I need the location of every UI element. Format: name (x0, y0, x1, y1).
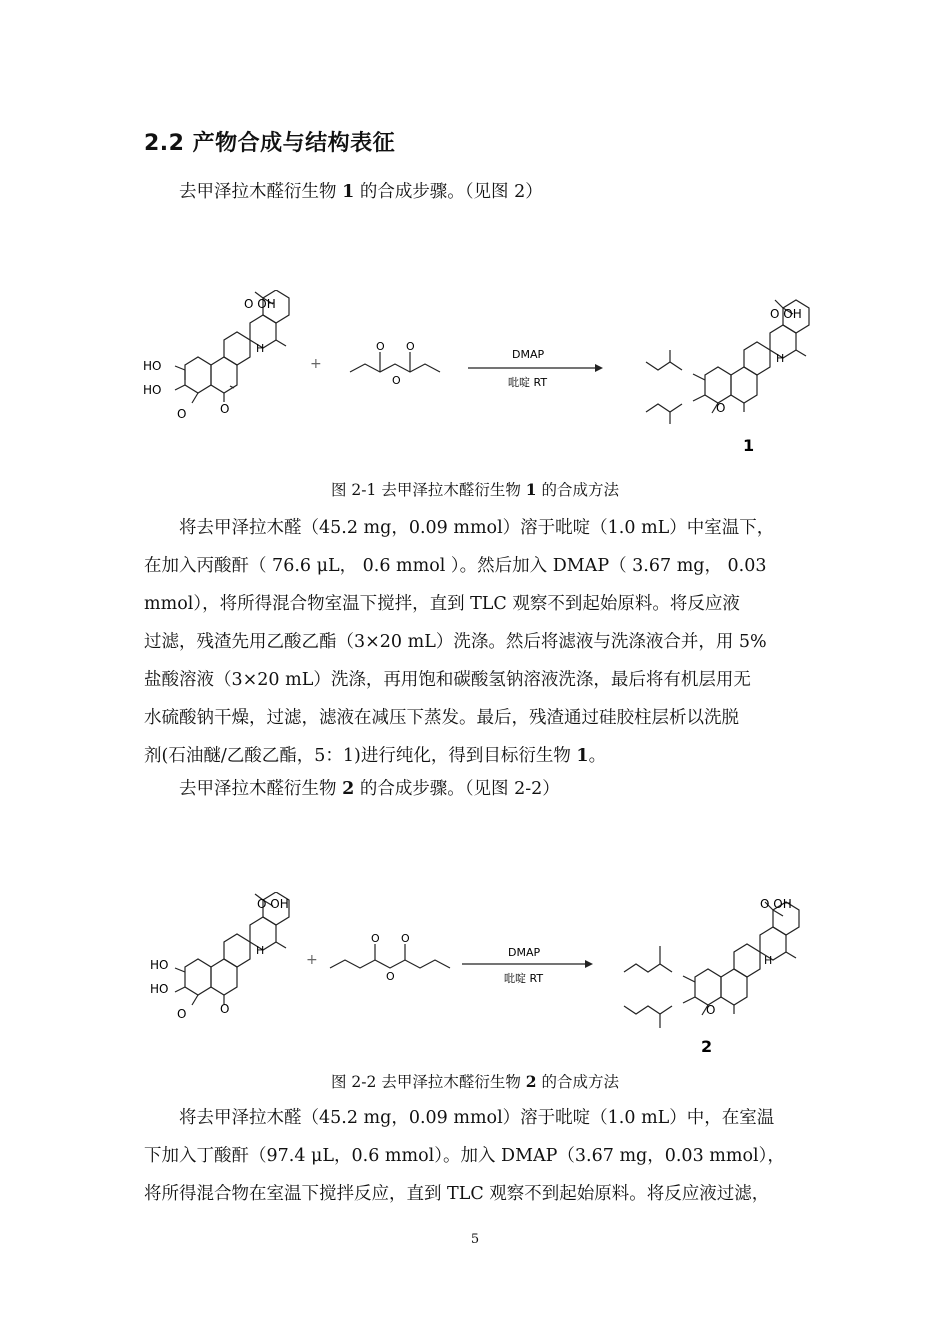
reagent-dmap: DMAP (512, 348, 545, 361)
caption1-text-end: 的合成方法 (536, 481, 619, 499)
para1-line-2: 在加入丙酸酐（ 76.6 μL， 0.6 mmol ）。然后加入 DMAP（ 3.67 mg， 0.03 (144, 556, 767, 576)
h-label: H (256, 342, 265, 355)
product-2-ketone-o: O (706, 1003, 716, 1017)
aldehyde-o-label-2: O (177, 1007, 187, 1021)
intro2-text: 去甲泽拉木醛衍生物 (179, 779, 343, 799)
product-2-h-label: H (764, 954, 773, 967)
product-2-cooh-label: O OH (760, 897, 792, 911)
anhydride-bridge-o: O (392, 374, 401, 387)
propionic-anhydride-structure (350, 352, 440, 372)
para1-line-4: 过滤，残渣先用乙酸乙酯（3×20 mL）洗涤。然后将滤液与洗涤液合并，用 5% (144, 632, 767, 652)
reagent-pyridine-rt: 吡啶 RT (508, 376, 548, 389)
anhydride2-o-1: O (371, 932, 380, 945)
caption2-text-end: 的合成方法 (536, 1073, 619, 1091)
intro1-text: 去甲泽拉木醛衍生物 (179, 182, 343, 202)
ketone-o-label-2: O (220, 1002, 230, 1016)
product-2-label: 2 (701, 1037, 713, 1056)
para2-line-2: 下加入丁酸酐（97.4 μL，0.6 mmol）。加入 DMAP（3.67 mg，0.03 mmol）， (144, 1146, 785, 1166)
product-1-label: 1 (743, 436, 755, 455)
section-heading: 2.2 产物合成与结构表征 (144, 131, 396, 156)
caption1-text: 图 2-1 去甲泽拉木醛衍生物 (331, 481, 526, 499)
anhydride-o-2: O (406, 340, 415, 353)
para1-line7-text: 剂(石油醚/乙酸乙酯，5：1)进行纯化，得到目标衍生物 (144, 746, 577, 766)
plus-sign-2: + (306, 952, 318, 968)
aldehyde-o-label: O (177, 407, 187, 421)
reaction-scheme-1-drawing (140, 290, 820, 460)
product-1-cooh-label: O OH (770, 307, 802, 321)
caption1-compound-number: 1 (525, 480, 537, 499)
carboxylic-acid-label: O OH (244, 297, 276, 311)
product-1-ketone-o: O (716, 401, 726, 415)
para1-line7-end: 。 (588, 746, 607, 766)
intro2-text-end: 的合成步骤。（见图 2-2） (354, 779, 560, 799)
ho-label-3: HO (150, 958, 169, 972)
h-label-2: H (256, 944, 265, 957)
product-1-h-label: H (776, 352, 785, 365)
para2-line-1: 将去甲泽拉木醛（45.2 mg，0.09 mmol）溶于吡啶（1.0 mL）中，在室温 (179, 1108, 775, 1128)
intro-paragraph-1 (179, 178, 543, 203)
anhydride2-o-2: O (401, 932, 410, 945)
para1-line-1: 将去甲泽拉木醛（45.2 mg，0.09 mmol）溶于吡啶（1.0 mL）中室温下， (179, 518, 775, 538)
figure-caption-1 (0, 478, 950, 500)
page-number: 5 (470, 1232, 480, 1247)
para1-line-7 (144, 742, 606, 767)
ketone-o-label: O (220, 402, 230, 416)
butyric-anhydride-structure (330, 944, 450, 968)
ho-label-1: HO (143, 359, 162, 373)
reaction-scheme-2 (140, 892, 820, 1062)
ho-label-4: HO (150, 982, 169, 996)
reagent-dmap-2: DMAP (508, 946, 541, 959)
plus-sign: + (310, 356, 322, 372)
para1-line-5: 盐酸溶液（3×20 mL）洗涤，再用饱和碳酸氢钠溶液洗涤，最后将有机层用无 (144, 670, 751, 690)
caption2-text: 图 2-2 去甲泽拉木醛衍生物 (331, 1073, 526, 1091)
carboxylic-acid-label-2: O OH (257, 897, 289, 911)
para1-line-6: 水硫酸钠干燥，过滤，滤液在减压下蒸发。最后，残渣通过硅胶柱层析以洗脱 (144, 708, 739, 728)
intro-paragraph-2 (179, 775, 560, 800)
para1-compound-number: 1 (576, 746, 589, 766)
ho-label-2: HO (143, 383, 162, 397)
anhydride2-bridge-o: O (386, 970, 395, 983)
para2-line-3: 将所得混合物在室温下搅拌反应，直到 TLC 观察不到起始原料。将反应液过滤， (144, 1184, 770, 1204)
reaction-scheme-2-drawing (140, 892, 820, 1062)
anhydride-o-1: O (376, 340, 385, 353)
para1-line-3: mmol），将所得混合物室温下搅拌，直到 TLC 观察不到起始原料。将反应液 (144, 594, 740, 614)
reaction-arrowhead-2 (585, 960, 593, 968)
reagent-pyridine-rt-2: 吡啶 RT (504, 972, 544, 985)
reaction-arrowhead (595, 364, 603, 372)
intro2-compound-number: 2 (342, 779, 355, 799)
figure-caption-2 (0, 1070, 950, 1092)
reaction-scheme-1 (140, 290, 820, 460)
intro1-compound-number: 1 (342, 182, 355, 202)
intro1-text-end: 的合成步骤。（见图 2） (354, 182, 543, 202)
caption2-compound-number: 2 (525, 1072, 537, 1091)
